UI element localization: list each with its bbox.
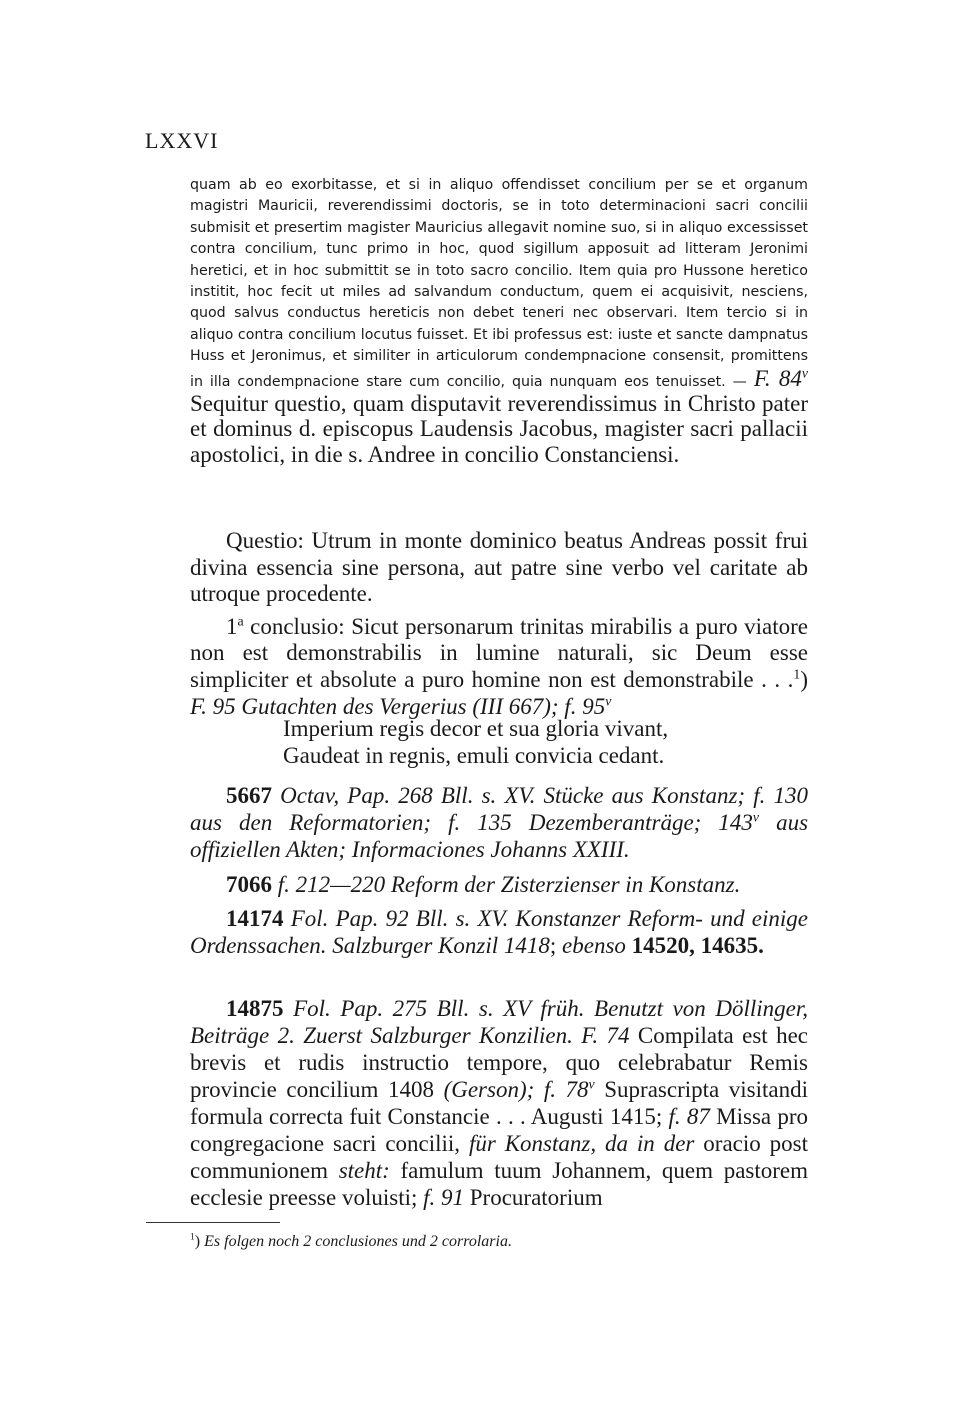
verse-block (283, 716, 668, 769)
entry-14174-ebenso: ebenso (562, 933, 626, 958)
entry-14875-i2: (Gerson); f. 78 (443, 1077, 589, 1102)
entry-14875-i2-sup: v (588, 1076, 595, 1092)
main-text-block (190, 528, 808, 720)
verse-line-2: Gaudeat in regnis, emuli convicia cedant. (283, 742, 665, 768)
entry-14875-t4: oracio post communionem (190, 1131, 808, 1183)
entry-5667-number: 5667 (226, 783, 272, 808)
folio-ref: F. 84 (753, 365, 802, 391)
entry-14174 (190, 905, 808, 959)
entry-14174-sep: ; (549, 933, 563, 958)
entry-14875-t3: Missa pro congregacione sacri concilii, (190, 1104, 809, 1156)
conclusio-ref-sup: v (605, 692, 612, 708)
entry-14875-t1: Compilata est hec brevis et rudis instructio tempore, quo celebrabatur Remis provincie concilium 1408 (190, 1023, 808, 1102)
entry-14875-i5: steht: (338, 1158, 390, 1183)
entry-14875-i6: f. 91 (423, 1185, 465, 1210)
entry-7066 (190, 871, 808, 898)
entry-14174-number-3: 14635. (700, 933, 764, 958)
footnote-text: Es folgen noch 2 conclusiones und 2 corrolaria. (204, 1233, 512, 1250)
entry-14875-i4: für Konstanz, da in der (468, 1131, 695, 1156)
footnote-number: 1 (190, 1231, 195, 1243)
footnote-rule (146, 1222, 280, 1223)
entry-14875-i1: Fol. Pap. 275 Bll. s. XV früh. Benutzt von Döllinger, Beiträge 2. Zuerst Salzburger Konzilien. F. 74 (190, 996, 808, 1048)
verse-line-1: Imperium regis decor et sua gloria vivant, (283, 716, 669, 741)
small-print-paragraph (190, 175, 808, 469)
entry-14174-desc: Fol. Pap. 92 Bll. s. XV. Konstanzer Reform- und einige Ordenssachen. Salzburger Konzil 1418 (190, 906, 808, 958)
entry-14875-i3: f. 87 (668, 1104, 710, 1129)
entry-5667-desc-2: aus offiziellen Akten; Informaciones Johanns XXIII. (190, 810, 809, 862)
entry-5667-sup: v (752, 809, 759, 825)
entry-7066-number: 7066 (226, 872, 272, 897)
entry-14174-number-2: 14520, (631, 933, 695, 958)
footnote-mark: 1 (793, 666, 801, 682)
entry-14875-t5: famulum tuum Johannem, quem pastorem ecclesie preesse voluisti; (190, 1158, 809, 1210)
transition-text: Sequitur questio, quam disputavit reverendissimus in Christo pater et dominus d. episcopus Laudensis Jacobus, magister sacri pallacii apostolici, in die s. Andree in concilio Constanciensi. (190, 391, 808, 467)
conclusio-text: conclusio: Sicut personarum trinitas mirabilis a puro viatore non est demonstrabilis in lumine naturali, sic Deum esse simpliciter et absolute a puro homine non est demonstrabile . . . (190, 613, 808, 692)
entry-14174-number: 14174 (226, 906, 284, 931)
entry-7066-desc: f. 212—220 Reform der Zisterzienser in Konstanz. (277, 872, 741, 897)
conclusio-number: 1 (226, 613, 238, 639)
entry-14875-t2: Suprascripta visitandi formula correcta fuit Constancie . . . Augusti 1415; (190, 1077, 809, 1129)
entry-5667-desc: Octav, Pap. 268 Bll. s. XV. Stücke aus Konstanz; f. 130 aus den Reformatorien; f. 135 Dezemberanträge; 143 (190, 783, 808, 835)
footnote: $^1$) Es folgen noch 2 conclusiones und 2 corrolaria. (190, 1231, 512, 1250)
conclusio-ref: F. 95 Gutachten des Vergerius (III 667); f. 95 (190, 693, 606, 719)
entry-5667 (190, 782, 808, 863)
entry-14875-number: 14875 (226, 996, 284, 1021)
small-print-text: quam ab eo exorbitasse, et si in aliquo offendisset concilium per se et organum magistri Mauricii, reverendissimi doctoris, se in toto determinacioni sacri concilii submisit et presertim magister Mauricius allegavit nomine suo, si in aliquo excessisset contra concilium, tunc primo in hoc, quod sigillum apposuit ad litteram Jeronimi heretici, et in hoc submittit se in toto sacro concilio. Item quia pro Hussone heretico institit, hoc fecit ut miles ad salvandum conductum, quem ei acquisivit, nesciens, quod salvus conductus hereticis non debet teneri nec observari. Item tercio si in aliquo contra concilium locutus fuisset. Et ibi professus est: iuste et sancte dampnatus Huss et Jeronimus, et similiter in articulorum condempnacione consensit, promittens in illa condempnacione stare cum concilio, quia nunquam eos tenuisset. — (190, 177, 808, 390)
entry-14875 (190, 995, 808, 1211)
conclusio-number-sup: a (237, 613, 244, 629)
page-number: LXXVI (145, 128, 219, 153)
folio-sup: v (801, 365, 808, 380)
entry-14875-t6: Procuratorium (469, 1185, 603, 1210)
conclusio-paragraph: 1$^a$ conclusio: Sicut personarum trinitas mirabilis a puro viatore non est demonstrabilis in lumine naturali, sic Deum esse simpliciter et absolute a puro homine non est demonstrabile . . .$^1$) F. 95 Gutachten des Vergerius (III 667); f. 95$^v$ (190, 613, 808, 719)
questio-paragraph: Questio: Utrum in monte dominico beatus Andreas possit frui divina essencia sine persona, aut patre sine verbo vel caritate ab utroque procedente. (190, 528, 808, 607)
